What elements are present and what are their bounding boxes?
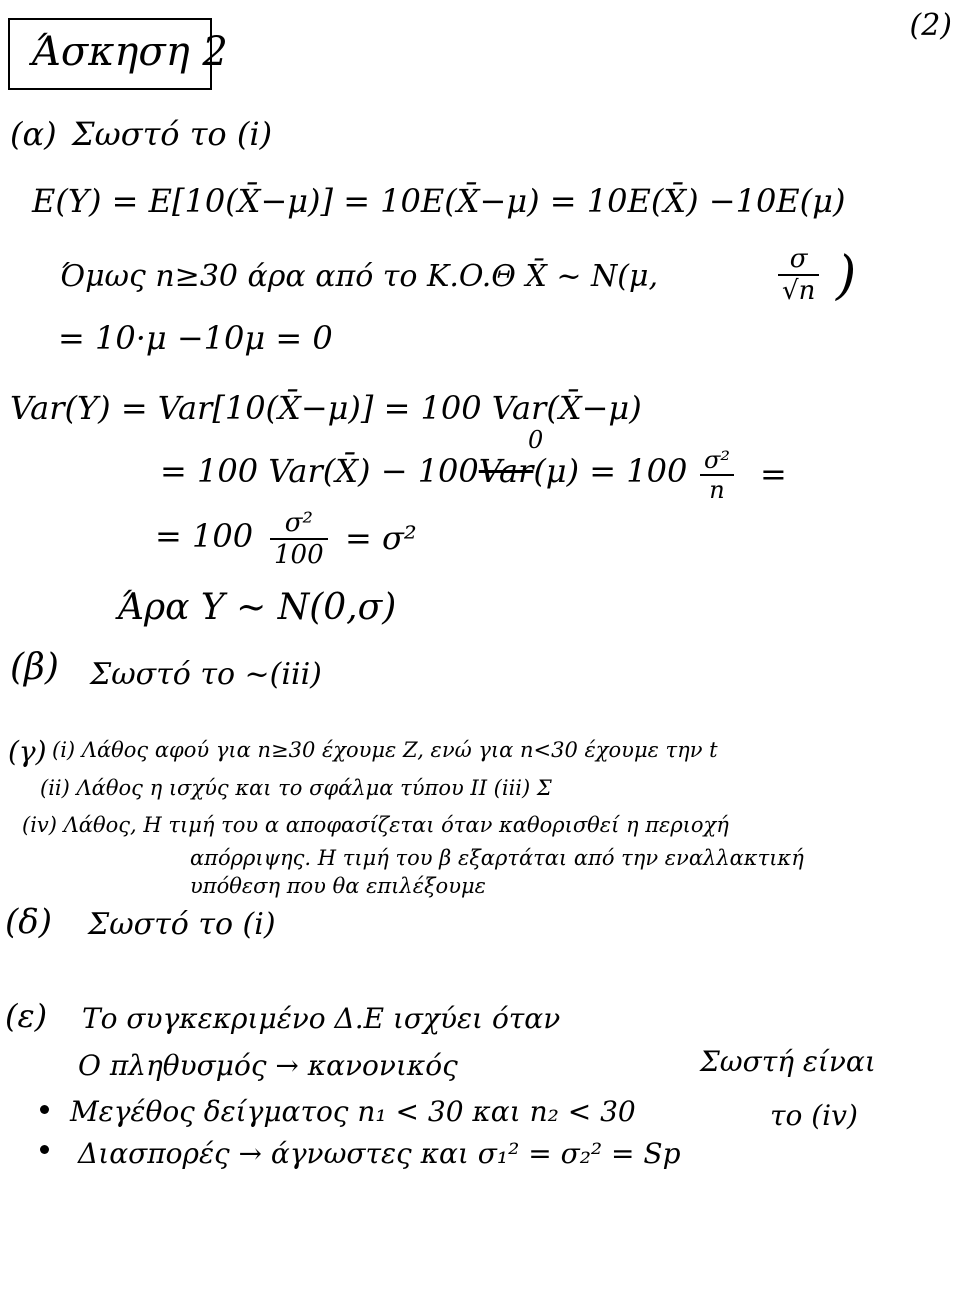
part-g-item-iv-line3: υπόθεση που θα επιλέξουμε <box>190 874 486 898</box>
part-g-item-ii: (ii) Λάθος η ισχύς και το σφάλμα τύπου ΙΙ (iii) Σ <box>40 776 552 800</box>
part-a-line-expectation: E(Y) = E[10(X̄−μ)] = 10E(X̄−μ) = 10E(X̄) −10E(μ) <box>32 182 846 220</box>
clt-fraction <box>778 244 819 306</box>
clt-close-paren: ) <box>836 246 857 306</box>
variance-fraction-numerator: σ² <box>700 446 734 476</box>
variance-fraction <box>700 446 734 504</box>
variance-expansion-start: = 100 Var(X̄) − 100 <box>160 452 479 490</box>
part-e-label: (ε) <box>5 997 48 1035</box>
variance-fraction-denominator: n <box>709 476 725 504</box>
page-title: Άσκηση 2 <box>32 29 228 75</box>
page-number: (2) <box>909 8 952 43</box>
part-a-line-variance-expansion <box>160 452 688 490</box>
part-e-variances: Διασπορές → άγνωστες και σ₁² = σ₂² = Sp <box>78 1137 681 1170</box>
variance-equals: = <box>760 455 787 493</box>
part-g-item-iv-line2: απόρριψης. Η τιμή του β εξαρτάται από την εναλλακτική <box>190 846 804 870</box>
part-e-correct-answer: το (iv) <box>770 1099 858 1132</box>
part-a-label: (α) <box>10 115 57 153</box>
sigma-fraction <box>270 508 328 570</box>
sigma-result: = σ² <box>345 519 417 557</box>
clt-fraction-denominator: √n <box>782 276 816 306</box>
part-g-item-i: (i) Λάθος αφού για n≥30 έχουμε Z, ενώ για n<30 έχουμε την t <box>52 738 718 762</box>
part-g-label: (γ) <box>8 735 47 768</box>
part-e-sample-size: Μεγέθος δείγματος n₁ < 30 και n₂ < 30 <box>70 1095 636 1128</box>
clt-fraction-numerator: σ <box>778 244 819 276</box>
part-d-answer: Σωστό το (i) <box>88 907 276 942</box>
bullet-icon <box>40 1145 49 1154</box>
part-e-condition: Το συγκεκριμένο Δ.Ε ισχύει όταν <box>82 1002 561 1035</box>
part-g-item-iv-line1: (iv) Λάθος, Η τιμή του α αποφασίζεται όταν καθορισθεί η περιοχή <box>22 813 729 837</box>
zero-annotation: 0 <box>528 426 544 454</box>
part-b-label: (β) <box>10 647 59 688</box>
bullet-icon <box>40 1105 49 1114</box>
part-e-correct-answer-label: Σωστή είναι <box>700 1045 876 1078</box>
part-a-line-clt: Όμως n≥30 άρα από το K.O.Θ X̄ ~ N(μ, <box>60 259 658 294</box>
part-a-answer: Σωστό το (i) <box>72 115 273 153</box>
part-a-line-zero-result: = 10·μ −10μ = 0 <box>58 319 333 357</box>
part-b-answer: Σωστό το ~(iii) <box>90 657 322 692</box>
part-a-line-sigma-start: = 100 <box>155 517 254 555</box>
sigma-fraction-numerator: σ² <box>270 508 328 540</box>
part-a-conclusion: Άρα Y ~ N(0,σ) <box>118 587 397 628</box>
part-a-line-variance: Var(Y) = Var[10(X̄−μ)] = 100 Var(X̄−μ) <box>10 389 642 427</box>
part-d-label: (δ) <box>5 902 52 942</box>
struck-var: Var <box>478 452 534 490</box>
variance-expansion-mid: (μ) = 100 <box>533 452 688 490</box>
sigma-fraction-denominator: 100 <box>274 540 324 570</box>
part-e-population: Ο πληθυσμός → κανονικός <box>78 1049 458 1082</box>
